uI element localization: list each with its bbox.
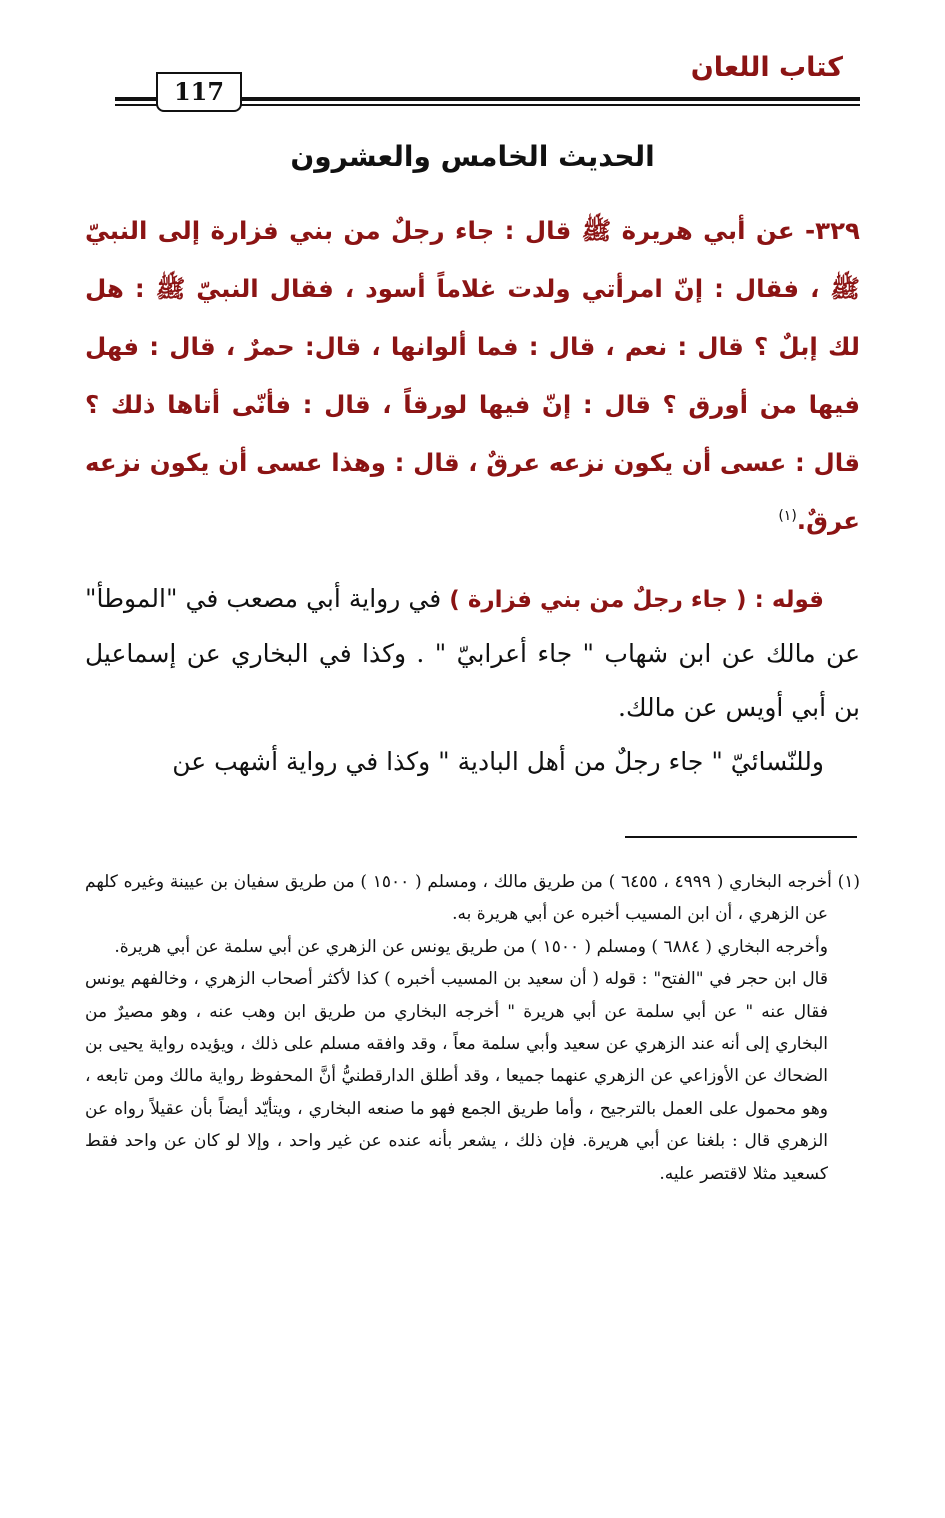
page-number: 117	[156, 72, 242, 112]
book-title: كتاب اللعان	[690, 52, 843, 83]
commentary-quote: قوله : ( جاء رجلٌ من بني فزارة )	[449, 587, 824, 613]
section-heading: الحديث الخامس والعشرون	[290, 140, 655, 173]
commentary	[85, 572, 860, 789]
footnote-separator	[625, 836, 857, 838]
footnote-reference: (١)	[778, 507, 797, 524]
commentary-paragraph-1-text: في رواية أبي مصعب في "الموطأ" عن مالك عن ابن شهاب " جاء أعرابيّ " . وكذا في البخاري عن إسماعيل بن أبي أويس عن مالك.	[85, 584, 860, 722]
footnote-1-part-b: وأخرجه البخاري ( ٦٨٨٤ ) ومسلم ( ١٥٠٠ ) من طريق يونس عن الزهري عن أبي سلمة عن أبي هريرة.	[114, 936, 828, 957]
footnote-1-part-c: قال ابن حجر في "الفتح" : قوله ( أن سعيد بن المسيب أخبره ) كذا لأكثر أصحاب الزهري ، وخالفهم يونس فقال عنه " عن أبي سلمة عن أبي هريرة " أخرجه البخاري من طريق ابن وهب عنه ، وهو مصيرٌ من البخاري إلى أنه عند الزهري عن سعيد وأبي سلمة معاً ، وقد وافقه مسلم على ذلك ، ويؤيده رواية يحيى بن الضحاك عن الأوزاعي عن الزهري عنهما جميعا ، وقد أطلق الدارقطنيُّ أنَّ المحفوظ رواية مالك ومن تابعه ، وهو محمول على العمل بالترجيح ، وأما طريق الجمع فهو ما صنعه البخاري ، ويتأيّد أيضاً بأن عقيلاً رواه عن الزهري قال : بلغنا عن أبي هريرة. فإن ذلك ، يشعر بأنه عنده عن غير واحد ، وإلا لو كان عن واحد فقط كسعيد مثلا لاقتصر عليه.	[85, 969, 828, 1184]
hadith-text	[85, 202, 860, 550]
hadith-body: ٣٢٩- عن أبي هريرة ﷺ قال : جاء رجلٌ من بني فزارة إلى النبيّ ﷺ ، فقال : إنّ امرأتي ولدت غلاماً أسود ، فقال النبيّ ﷺ : هل لك إبلٌ ؟ قال : نعم ، قال : فما ألوانها ، قال: حمرٌ ، قال : فهل فيها من أورق ؟ قال : إنّ فيها لورقاً ، قال : فأنّى أتاها ذلك ؟ قال : عسى أن يكون نزعه عرقٌ ، قال : وهذا عسى أن يكون نزعه عرقٌ.	[85, 216, 860, 535]
footnotes	[85, 866, 860, 1190]
commentary-paragraph-1	[85, 572, 860, 735]
commentary-paragraph-2: وللنّسائيّ " جاء رجلٌ من أهل البادية " وكذا في رواية أشهب عن	[172, 747, 824, 776]
footnote-1-part-a: (١) أخرجه البخاري ( ٤٩٩٩ ، ٦٤٥٥ ) من طريق مالك ، ومسلم ( ١٥٠٠ ) من طريق سفيان بن عيينة وغيره كلهم عن الزهري ، أن ابن المسيب أخبره عن أبي هريرة به.	[85, 872, 860, 925]
